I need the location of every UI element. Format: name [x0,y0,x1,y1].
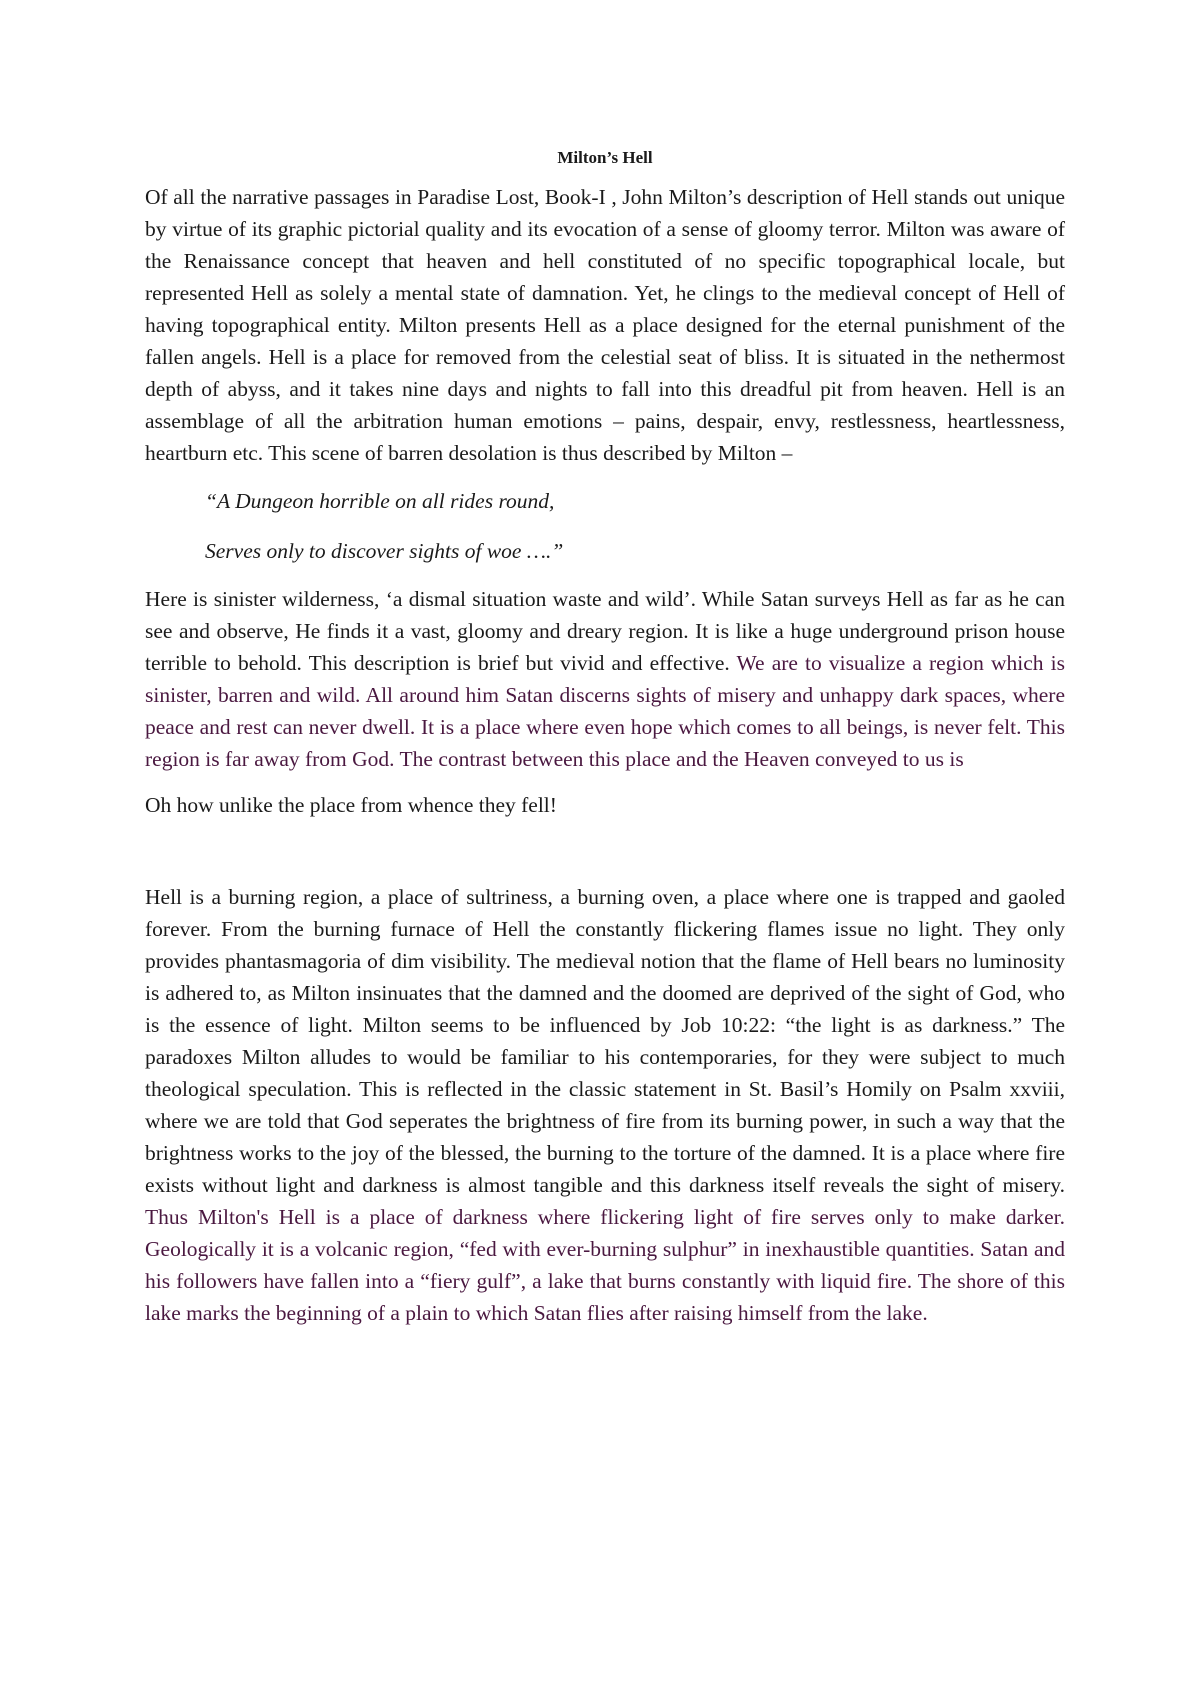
paragraph-wilderness-part-2: We are to visualize a region which is sinister, barren and wild. All around him Satan discerns sights of misery and unhappy dark spaces, where peace and rest can never dwell. It is a place where even hope which comes to all beings, is never felt. This region is far away from God. The contrast between this place and the Heaven conveyed to us is [145,651,1065,771]
document-body [145,147,1065,1329]
paragraph-burning-region-part-2: Thus Milton's Hell is a place of darkness where flickering light of fire serves only to make darker. Geologically it is a volcanic region, “fed with ever-burning sulphur” in inexhaustible quantities. Satan and his followers have fallen into a “fiery gulf”, a lake that burns constantly with liquid fire. The shore of this lake marks the beginning of a plain to which Satan flies after raising himself from the lake. [145,1205,1065,1325]
paragraph-intro: Of all the narrative passages in Paradise Lost, Book-I , John Milton’s description of Hell stands out unique by virtue of its graphic pictorial quality and its evocation of a sense of gloomy terror. Milton was aware of the Renaissance concept that heaven and hell constituted of no specific topographical locale, but represented Hell as solely a mental state of damnation. Yet, he clings to the medieval concept of Hell of having topographical entity. Milton presents Hell as a place designed for the eternal punishment of the fallen angels. Hell is a place for removed from the celestial seat of bliss. It is situated in the nethermost depth of abyss, and it takes nine days and nights to fall into this dreadful pit from heaven. Hell is an assemblage of all the arbitration human emotions – pains, despair, envy, restlessness, heartlessness, heartburn etc. This scene of barren desolation is thus described by Milton – [145,185,1065,465]
quote-line-2: Serves only to discover sights of woe ….” [205,539,564,563]
page-title: Milton’s Hell [557,148,653,167]
paragraph-burning-region-part-1: Hell is a burning region, a place of sultriness, a burning oven, a place where one is trapped and gaoled forever. From the burning furnace of Hell the constantly flickering flames issue no light. They only provides phantasmagoria of dim visibility. The medieval notion that the flame of Hell bears no luminosity is adhered to, as Milton insinuates that the damned and the doomed are deprived of the sight of God, who is the essence of light. Milton seems to be influenced by Job 10:22: “the light is as darkness.” The paradoxes Milton alludes to would be familiar to his contemporaries, for they were subject to much theological speculation. This is reflected in the classic statement in St. Basil’s Homily on Psalm xxviii, where we are told that God seperates the brightness of fire from its burning power, in such a way that the brightness works to the joy of the blessed, the burning to the torture of the damned. It is a place where fire exists without light and darkness is almost tangible and this darkness itself reveals the sight of misery. [145,885,1065,1197]
paragraph-wilderness [145,583,1065,775]
quote-line-1: “A Dungeon horrible on all rides round, [205,489,555,513]
paragraph-exclamation: Oh how unlike the place from whence they fell! [145,793,557,817]
paragraph-burning-region [145,881,1065,1329]
paragraph-wilderness-part-1: Here is sinister wilderness, ‘a dismal situation waste and wild’. While Satan surveys Hell as far as he can see and observe, He finds it a vast, gloomy and dreary region. It is like a huge underground prison house terrible to behold. This description is brief but vivid and effective. [145,587,1065,675]
